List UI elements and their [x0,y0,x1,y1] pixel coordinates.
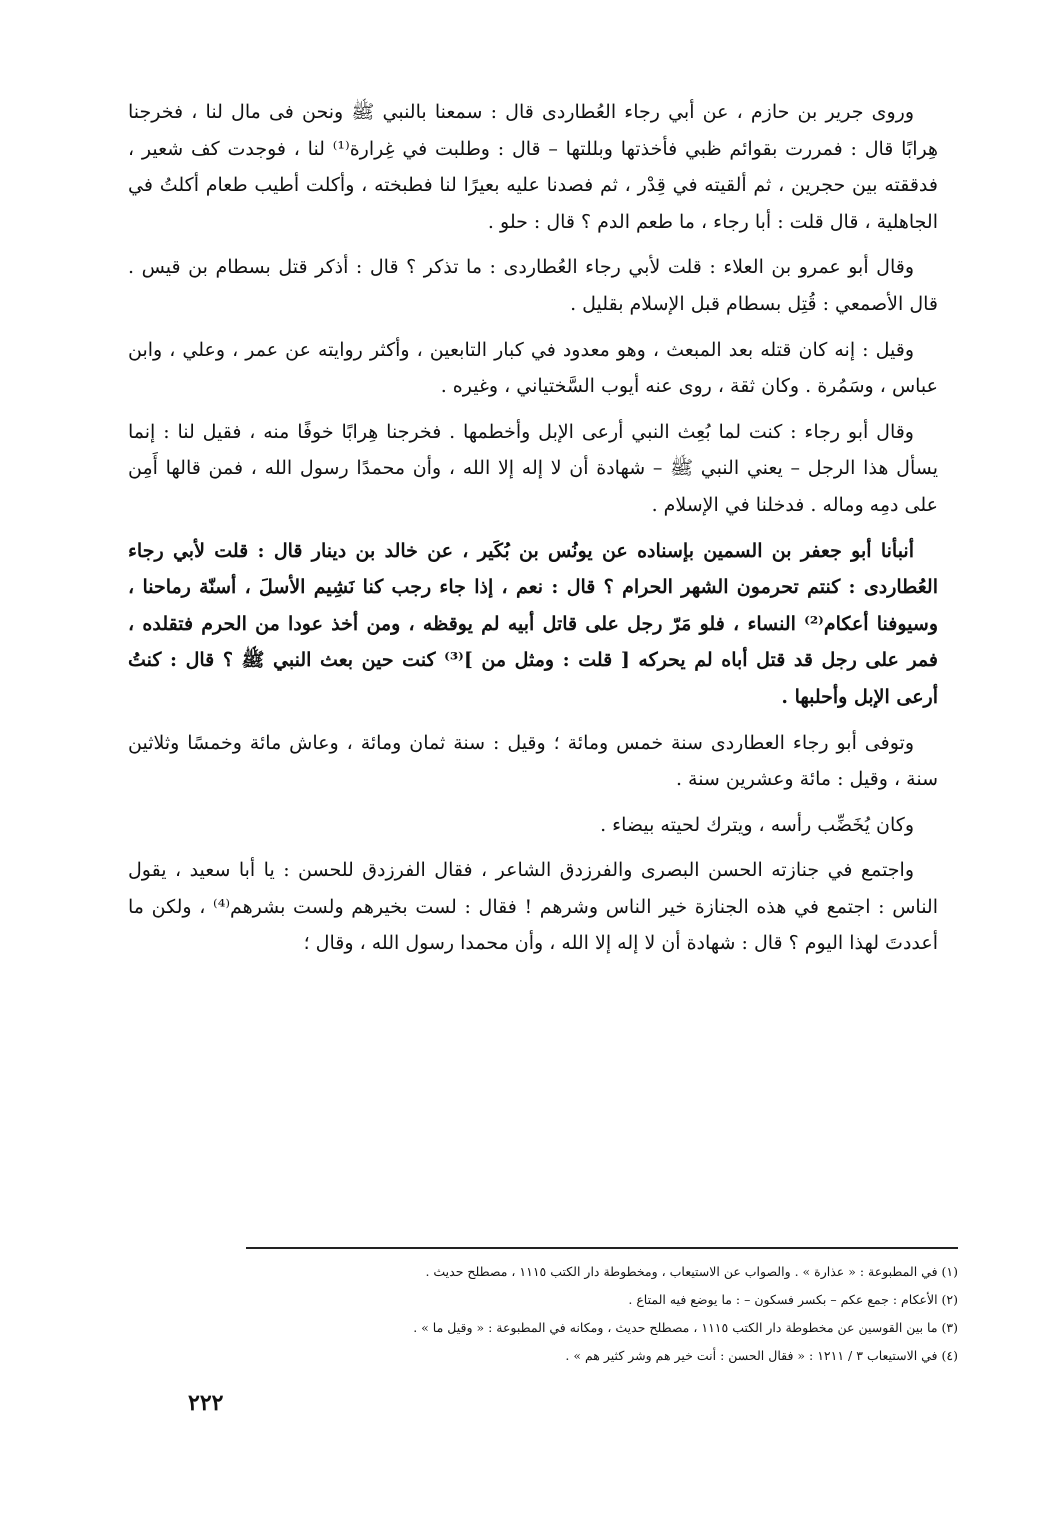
footnote-divider [246,1247,958,1249]
paragraph-2: وقال أبو عمرو بن العلاء : قلت لأبي رجاء العُطاردى : ما تذكر ؟ قال : أذكر قتل بسطام بن قيس . قال الأصمعي : قُتِل بسطام قبل الإسلام بقليل . [128,256,938,315]
paragraph-6: وتوفى أبو رجاء العطاردى سنة خمس ومائة ؛ وقيل : سنة ثمان ومائة ، وعاش مائة وخمسًا وثلاثين سنة ، وقيل : مائة وعشرين سنة . [128,731,938,791]
paragraph-1: وروى جرير بن حازم ، عن أبي رجاء العُطاردى قال : سمعنا بالنبي ﷺ ونحن فى مال لنا ، فخرجنا هِرابًا قال : فمررت بقوائم ظبي فأخذتها وبللتها – قال : وطلبت في غِرارة⁽¹⁾ لنا ، فوجدت كف شعير ، فدققته بين حجرين ، ثم ألقيته في قِدْر ، ثم فصدنا عليه بعيرًا لنا فطبخته ، وأكلت أطيب طعام أكلتُ في الجاهلية ، قال قلت : أبا رجاء ، ما طعم الدم ؟ قال : حلو . [128,101,939,233]
paragraph-7: وكان يُخَضِّب رأسه ، ويترك لحيته بيضاء . [600,813,914,836]
footnote-2: (٢) الأعكام : جمع عكم – بكسر فسكون – : ما يوضع فيه المتاع . [628,1292,958,1307]
footnote-1: (١) في المطبوعة : « عذارة » . والصواب عن الاستيعاب ، ومخطوطة دار الكتب ١١١٥ ، مصطلح حديث . [425,1264,958,1279]
paragraph-5: أنبأنا أبو جعفر بن السمين بإسناده عن يونُس بن بُكَير ، عن خالد بن دينار قال : قلت لأبي رجاء العُطاردى : كنتم تحرمون الشهر الحرام ؟ قال : نعم ، إذا جاء رجب كنا نَشِيم الأسلَ ، أسنّة رماحنا ، وسيوفنا أعكام⁽²⁾ النساء ، فلو مَرّ رجل على قاتل أبيه لم يوقظه ، ومن أخذ عودا من الحرم فتقلده ، فمر على رجل قد قتل أباه لم يحركه [ قلت : ومثل من ]⁽³⁾ كنت حين بعث النبي ﷺ ؟ قال : كنتُ أرعى الإبل وأحلبها . [128,539,939,708]
paragraph-3: وقيل : إنه كان قتله بعد المبعث ، وهو معدود في كبار التابعين ، وأكثر روايته عن عمر ، وعلي ، وابن عباس ، وسَمُرة . وكان ثقة ، روى عنه أيوب السَّختياني ، وغيره . [128,338,938,398]
footnote-4: (٤) في الاستيعاب ٣ / ١٢١١ : « فقال الحسن : أنت خير هم وشر كثير هم » . [565,1348,958,1363]
footnote-3: (٣) ما بين القوسين عن مخطوطة دار الكتب ١١١٥ ، مصطلح حديث ، ومكانه في المطبوعة : « وقيل ما » . [413,1320,958,1335]
paragraph-4: وقال أبو رجاء : كنت لما بُعِث النبي أرعى الإبل وأخطمها . فخرجنا هِرابًا خوفًا منه ، فقيل لنا : إنما يسأل هذا الرجل – يعني النبي ﷺ – شهادة أن لا إله إلا الله ، وأن محمدًا رسول الله ، فمن قالها أَمِن على دمِه وماله . فدخلنا في الإسلام . [128,420,938,516]
page-number: ٢٢٢ [188,1390,224,1416]
main-text [128,94,938,971]
paragraph-8: واجتمع في جنازته الحسن البصرى والفرزدق الشاعر ، فقال الفرزدق للحسن : يا أبا سعيد ، يقول الناس : اجتمع في هذه الجنازة خير الناس وشرهم ! فقال : لست بخيرهم ولست بشرهم⁽⁴⁾ ، ولكن ما أعددتَ لهذا اليوم ؟ قال : شهادة أن لا إله إلا الله ، وأن محمدا رسول الله ، وقال ؛ [128,859,939,955]
footnotes [246,1258,958,1370]
